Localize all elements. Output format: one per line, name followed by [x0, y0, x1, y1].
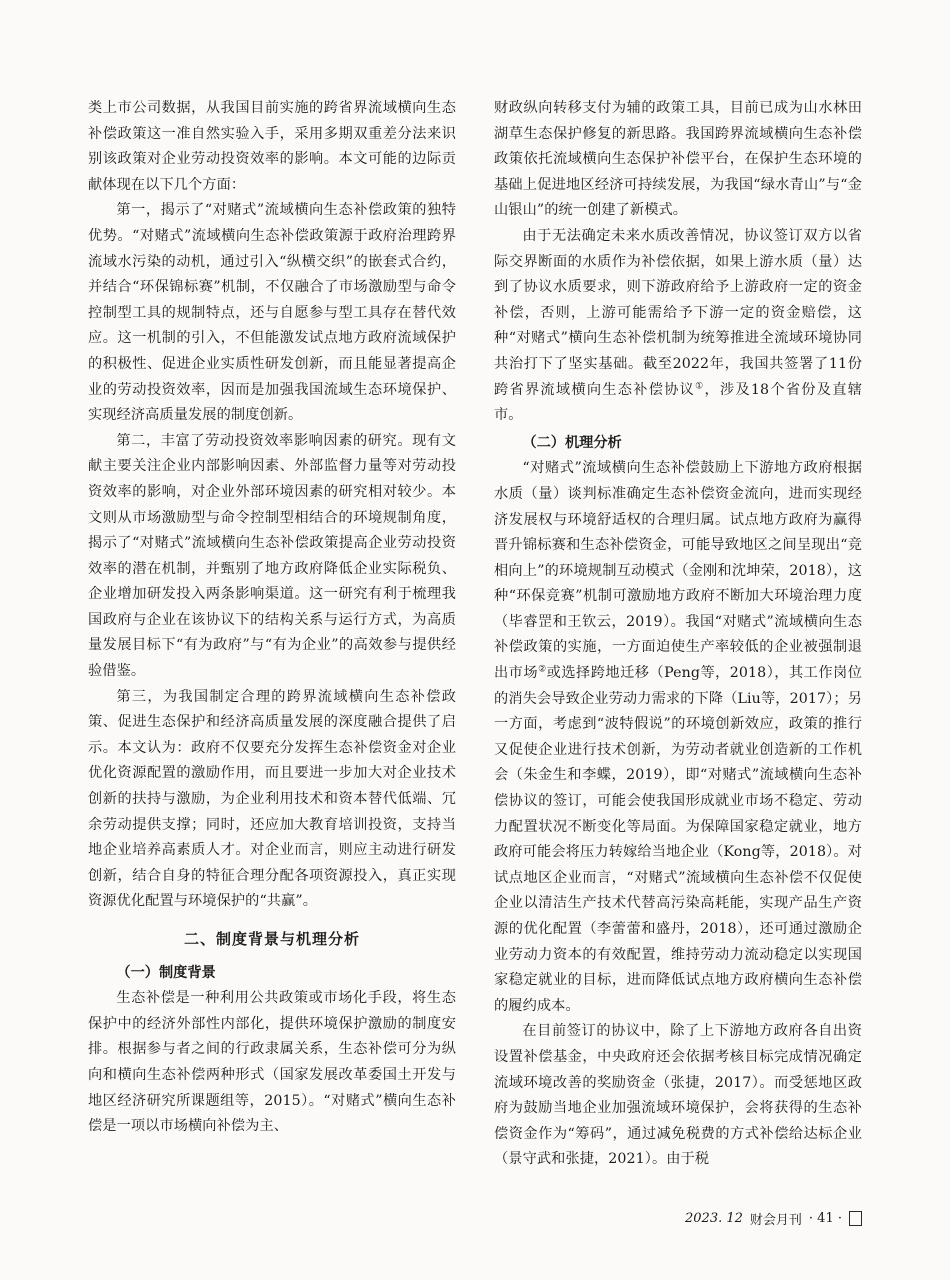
footer-marker-icon	[849, 1211, 862, 1226]
paragraph	[494, 224, 862, 429]
paragraph	[494, 456, 862, 1019]
paragraph: 生态补偿是一种利用公共政策或市场化手段，将生态保护中的经济外部性内部化，提供环境保护激励的制度安排。根据参与者之间的行政隶属关系，生态补偿可分为纵向和横向生态补偿两种形式（国家发展改革委国土开发与地区经济研究所课题组等，2015）。“对赌式”横向生态补偿是一项以市场横向补偿为主、	[88, 990, 456, 1135]
footer-issue: 2023. 12	[685, 1211, 743, 1226]
footnote-marker: ①	[695, 380, 705, 391]
two-column-body	[88, 96, 862, 1186]
paragraph: 第一，揭示了“对赌式”流域横向生态补偿政策的独特优势。“对赌式”流域横向生态补偿政策源于政府治理跨界流域水污染的动机，通过引入“纵横交织”的嵌套式合约，并结合“环保锦标赛”机制，不仅融合了市场激励型与命令控制型工具的规制特点，还与自愿参与型工具存在替代效应。这一机制的引入，不但能激发试点地方政府流域保护的积极性、促进企业实质性研发创新，而且能显著提高企业的劳动投资效率，因而是加强我国流域生态环境保护、实现经济高质量发展的制度创新。	[88, 202, 456, 424]
paragraph: 类上市公司数据，从我国目前实施的跨省界流域横向生态补偿政策这一准自然实验入手，采用多期双重差分法来识别该政策对企业劳动投资效率的影响。本文可能的边际贡献体现在以下几个方面：	[88, 100, 456, 193]
left-column	[88, 96, 456, 1186]
paragraph-tail: ，涉及18个省份及直辖市。	[494, 381, 862, 424]
paragraph-text: 由于无法确定未来水质改善情况，协议签订双方以省际交界断面的水质作为补偿依据，如果上游水质（量）达到了协议水质要求，则下游政府给予上游政府一定的资金补偿，否则，上游可能需给予下游一定的资金赔偿，这种“对赌式”横向生态补偿机制为统筹推进全流域环境协同共治打下了坚实基础。截至2022年，我国共签署了11份跨省界流域横向生态补偿协议	[494, 227, 862, 398]
paragraph-tail: 或选择跨地迁移（Peng等，2018），其工作岗位的消失会导致企业劳动力需求的下降（Liu等，2017）；另一方面，考虑到“波特假说”的环境创新效应，政策的推行又促使企业进行技术创新，为劳动者就业创造新的工作机会（朱金生和李蝶，2019），即“对赌式”流域横向生态补偿协议的签订，可能会使我国形成就业市场不稳定、劳动力配置状况不断变化等局面。为保障国家稳定就业，地方政府可能会将压力转嫁给当地企业（Kong等，2018）。对试点地区企业而言，“对赌式”流域横向生态补偿不仅促使企业以清洁生产技术代替高污染高耗能，实现产品生产资源的优化配置（李蕾蕾和盛丹，2018），还可通过激励企业劳动力资本的有效配置，维持劳动力流动稳定以实现国家稳定就业的目标，进而降低试点地方政府横向生态补偿的履约成本。	[494, 665, 863, 1014]
paragraph: 第二，丰富了劳动投资效率影响因素的研究。现有文献主要关注企业内部影响因素、外部监督力量等对劳动投资效率的影响，对企业外部环境因素的研究相对较少。本文则从市场激励型与命令控制型相结合的环境规制角度，揭示了“对赌式”流域横向生态补偿政策提高企业劳动投资效率的潜在机制，并甄别了地方政府降低企业实际税负、企业增加研发投入两条影响渠道。这一研究有利于梳理我国政府与企业在该协议下的结构关系与运行方式，为高质量发展目标下“有为政府”与“有为企业”的高效参与提供经验借鉴。	[88, 432, 456, 680]
footer-page-number: · 41 ·	[808, 1211, 842, 1226]
paragraph: 第三，为我国制定合理的跨界流域横向生态补偿政策、促进生态保护和经济高质量发展的深度融合提供了启示。本文认为：政府不仅要充分发挥生态补偿资金对企业优化资源配置的激励作用，而且要进一步加大对企业技术创新的扶持与激励，为企业利用技术和资本替代低端、冗余劳动提供支撑；同时，还应加大教育培训投资，支持当地企业培养高素质人才。对企业而言，则应主动进行研发创新，结合自身的特征合理分配各项资源投入，真正实现资源优化配置与环境保护的“共赢”。	[88, 688, 456, 910]
footnote-marker: ②	[538, 664, 547, 675]
subsection-heading: （一）制度背景	[116, 964, 216, 981]
page-footer	[685, 1209, 862, 1228]
section-heading: 二、制度背景与机理分析	[183, 930, 360, 948]
paragraph-text: “对赌式”流域横向生态补偿鼓励上下游地方政府根据水质（量）谈判标准确定生态补偿资金流向，进而实现经济发展权与环境舒适权的合理归属。试点地方政府为赢得晋升锦标赛和生态补偿资金，可能导致地区之间呈现出“竞相向上”的环境规制互动模式（金刚和沈坤荣，2018），这种“环保竞赛”机制可激励地方政府不断加大环境治理力度（毕睿罡和王钦云，2019）。我国“对赌式”流域横向生态补偿政策的实施，一方面迫使生产率较低的企业被强制退出市场	[494, 460, 862, 682]
paragraph: 财政纵向转移支付为辅的政策工具，目前已成为山水林田湖草生态保护修复的新思路。我国跨界流域横向生态补偿政策依托流域横向生态保护补偿平台，在保护生态环境的基础上促进地区经济可持续发展，为我国“绿水青山”与“金山银山”的统一创建了新模式。	[494, 100, 862, 219]
right-column	[494, 96, 862, 1186]
subsection-heading: （二）机理分析	[522, 434, 622, 451]
paragraph: 在目前签订的协议中，除了上下游地方政府各自出资设置补偿基金，中央政府还会依据考核目标完成情况确定流域环境改善的奖励资金（张捷，2017）。而受惩地区政府为鼓励当地企业加强流域环境保护，会将获得的生态补偿资金作为“筹码”，通过减免税费的方式补偿给达标企业（景守武和张捷，2021）。由于税	[494, 1023, 862, 1168]
footer-journal: 财会月刊	[749, 1213, 802, 1228]
